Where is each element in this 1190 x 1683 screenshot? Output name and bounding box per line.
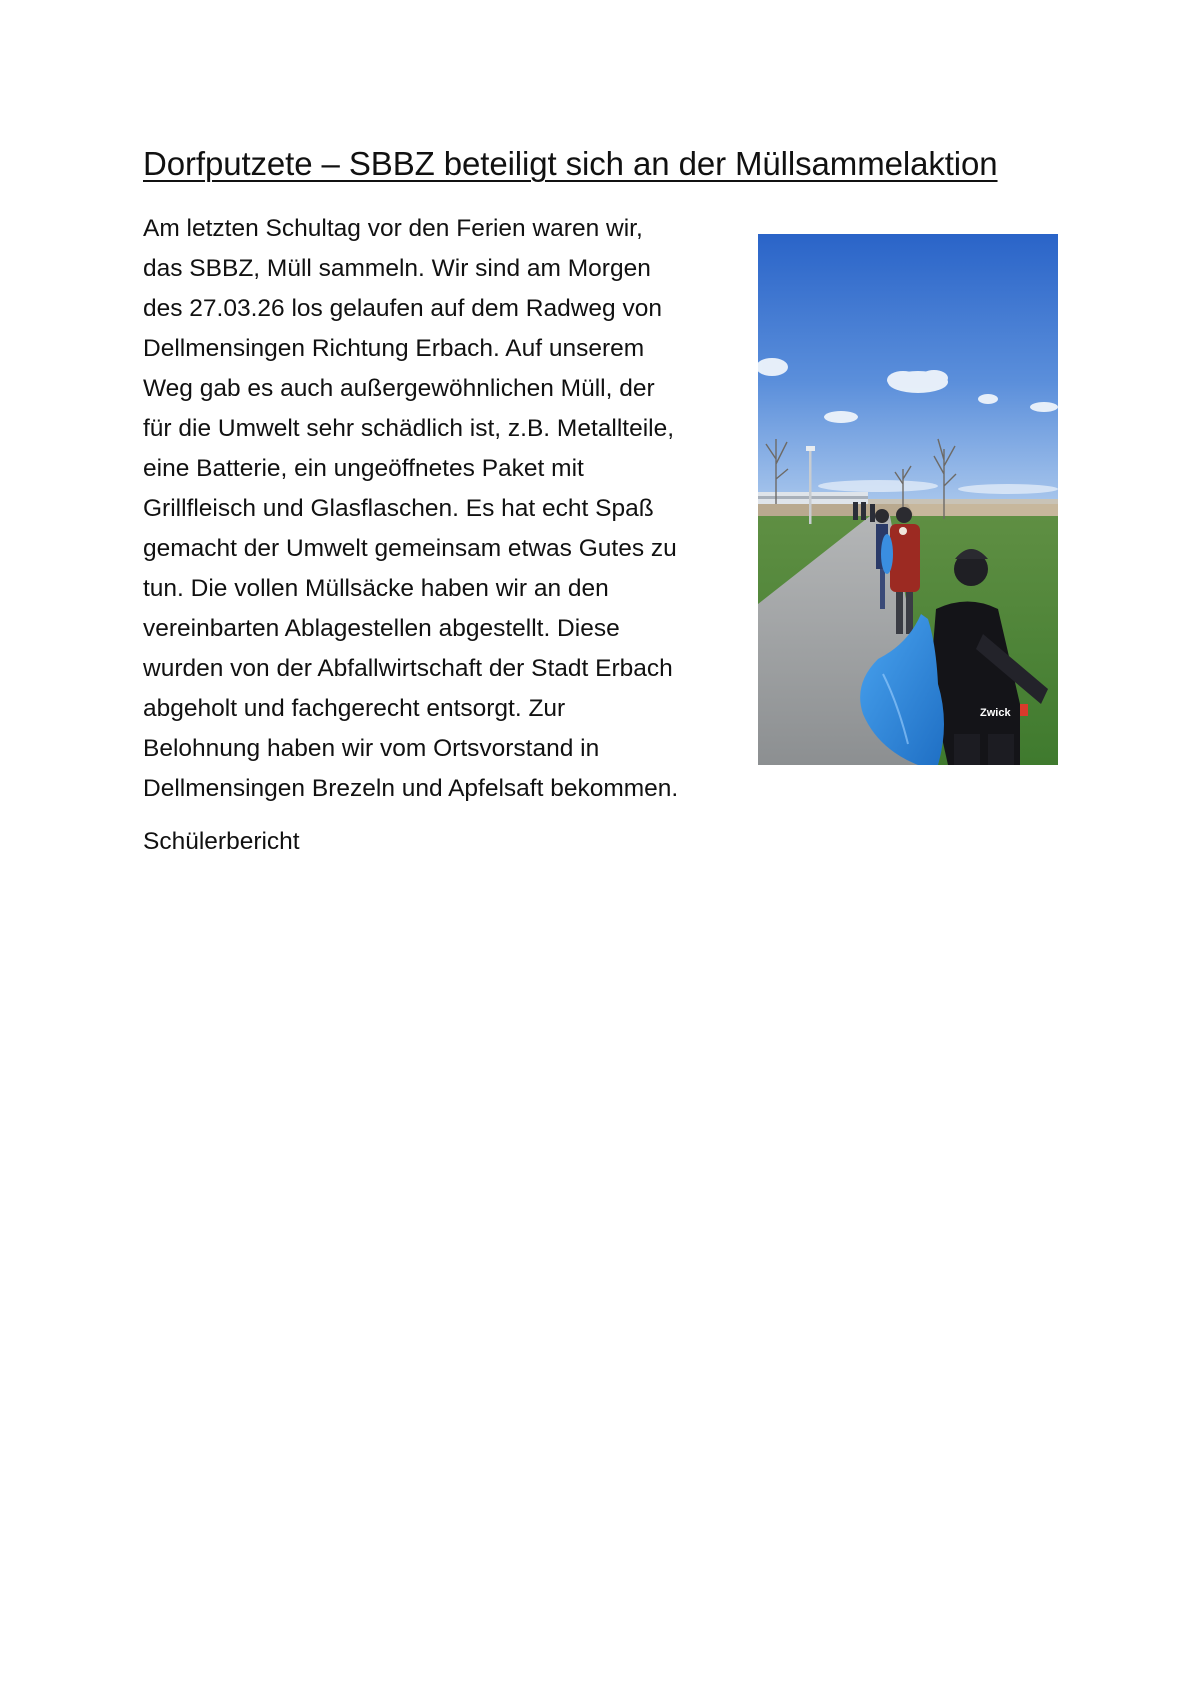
report-signature: Schülerbericht [143, 828, 300, 855]
body-line: Belohnung haben wir vom Ortsvorstand in [143, 735, 600, 762]
sky [758, 234, 1058, 504]
body-line: wurden von der Abfallwirtschaft der Stadt Erbach [143, 655, 673, 682]
cleanup-photo [758, 234, 1058, 765]
body-line: Dellmensingen Brezeln und Apfelsaft bekommen. [143, 775, 679, 802]
distant-people [853, 502, 875, 522]
body-line: abgeholt und fachgerecht entsorgt. Zur [143, 695, 566, 722]
body-line: Weg gab es auch außergewöhnlichen Müll, der [143, 375, 655, 402]
body-line: Dellmensingen Richtung Erbach. Auf unserem [143, 335, 645, 362]
report-body [143, 209, 753, 809]
body-line: für die Umwelt sehr schädlich ist, z.B. Metallteile, [143, 415, 675, 442]
body-line: gemacht der Umwelt gemeinsam etwas Gutes zu [143, 535, 677, 562]
body-line: eine Batterie, ein ungeöffnetes Paket mit [143, 455, 584, 482]
body-line: das SBBZ, Müll sammeln. Wir sind am Morgen [143, 255, 651, 282]
body-line: Grillfleisch und Glasflaschen. Es hat echt Spaß [143, 495, 654, 522]
document-title: Dorfputzete – SBBZ beteiligt sich an der Müllsammelaktion [143, 145, 998, 182]
body-line: Am letzten Schultag vor den Ferien waren wir, [143, 215, 643, 242]
body-line: vereinbarten Ablagestellen abgestellt. Diese [143, 615, 620, 642]
jacket-print: Zwick [980, 707, 1011, 719]
body-line: tun. Die vollen Müllsäcke haben wir an den [143, 575, 609, 602]
body-line: des 27.03.26 los gelaufen auf dem Radweg von [143, 295, 662, 322]
